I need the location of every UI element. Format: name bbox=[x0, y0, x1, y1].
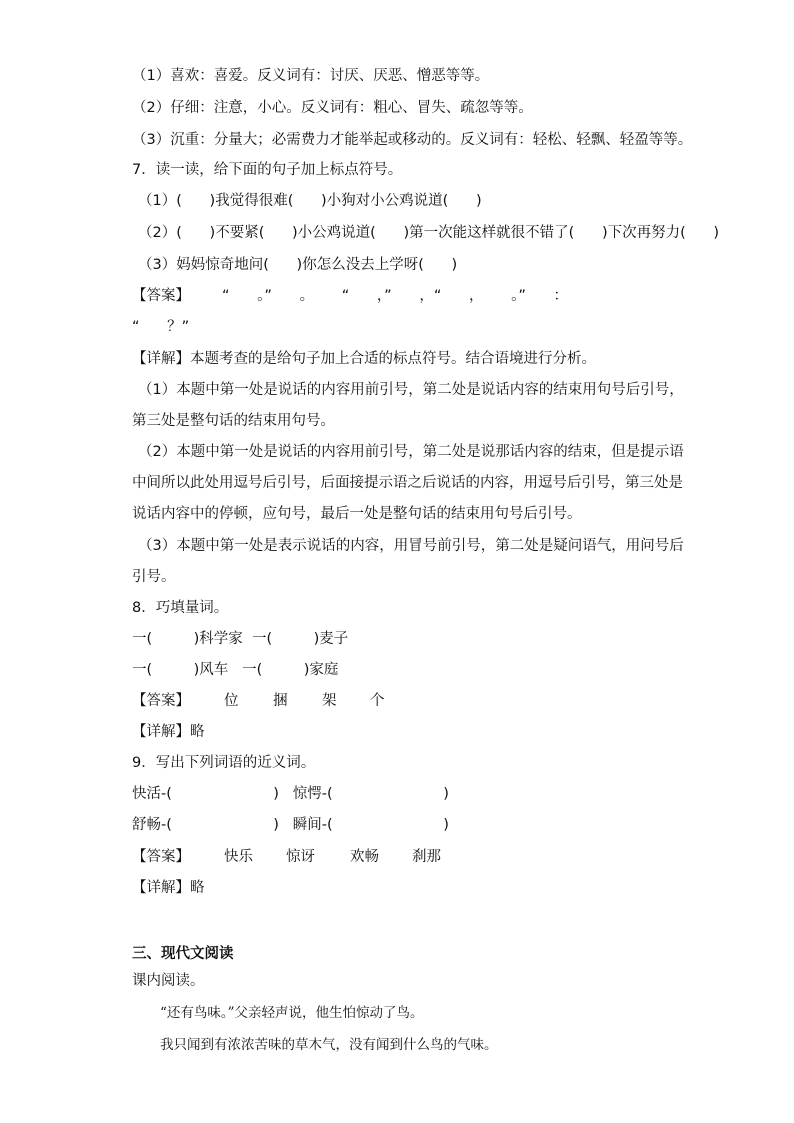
answer-value: 位 bbox=[224, 693, 239, 709]
answer-value: 架 bbox=[322, 693, 337, 709]
answer-marks-continued: “ ？” bbox=[132, 319, 190, 335]
text-line: 课内阅读。 bbox=[132, 973, 205, 989]
answer-marks: “ 。” 。 “ ，” ，“ ， 。” ： bbox=[222, 288, 569, 304]
explanation-line: （2）本题中第一处是说话的内容用前引号，第二处是说那话内容的结束，但是提示语 bbox=[138, 444, 684, 460]
text-line: （1）( )我觉得很难( )小狗对小公鸡说道( ) bbox=[138, 193, 482, 209]
text-line: （3）沉重：分量大；必需费力才能举起或移动的。反义词有：轻松、轻飘、轻盈等等。 bbox=[132, 132, 693, 148]
explanation-line: 中间所以此处用逗号后引号，后面接提示语之后说话的内容，用逗号后引号，第三处是 bbox=[132, 475, 683, 491]
text-line: 舒畅-( ) 瞬间-( ) bbox=[132, 817, 449, 833]
question-8-heading: 8．巧填量词。 bbox=[132, 600, 229, 616]
explanation-line: 【详解】本题考查的是给句子加上合适的标点符号。结合语境进行分析。 bbox=[132, 351, 596, 367]
text-line: （2）仔细：注意，小心。反义词有：粗心、冒失、疏忽等等。 bbox=[132, 100, 533, 116]
explanation-line: 【详解】略 bbox=[132, 880, 205, 896]
explanation-line: 【详解】略 bbox=[132, 724, 205, 740]
text-line: （3）妈妈惊奇地问( )你怎么没去上学呀( ) bbox=[138, 257, 458, 273]
explanation-line: 第三处是整句话的结束用句号。 bbox=[132, 413, 335, 429]
question-9-heading: 9．写出下列词语的近义词。 bbox=[132, 755, 316, 771]
explanation-line: 说话内容中的停顿，应句号，最后一处是整句话的结束用句号后引号。 bbox=[132, 506, 582, 522]
text-line: （1）喜欢：喜爱。反义词有：讨厌、厌恶、憎恶等等。 bbox=[132, 68, 490, 84]
question-7-heading: 7．读一读，给下面的句子加上标点符号。 bbox=[132, 162, 403, 178]
text-line: 快活-( ) 惊愕-( ) bbox=[132, 786, 449, 802]
explanation-line: （3）本题中第一处是表示说话的内容，用冒号前引号，第二处是疑问语气，用问号后 bbox=[138, 538, 684, 554]
section-heading: 三、现代文阅读 bbox=[132, 946, 234, 962]
answer-value: 快乐 bbox=[224, 849, 253, 865]
answer-value: 欢畅 bbox=[350, 849, 379, 865]
answer-label: 【答案】 bbox=[132, 849, 190, 865]
answer-value: 捆 bbox=[273, 693, 288, 709]
answer-label: 【答案】 bbox=[132, 288, 190, 304]
answer-value: 刹那 bbox=[412, 849, 441, 865]
text-line: 一( )风车 一( )家庭 bbox=[132, 662, 339, 678]
answer-value: 个 bbox=[370, 693, 385, 709]
explanation-line: （1）本题中第一处是说话的内容用前引号，第二处是说话内容的结束用句号后引号， bbox=[138, 382, 684, 398]
passage-line: 我只闻到有浓浓苦味的草木气，没有闻到什么鸟的气味。 bbox=[160, 1037, 498, 1053]
passage-line: “还有鸟味。”父亲轻声说，他生怕惊动了鸟。 bbox=[160, 1005, 424, 1021]
explanation-line: 引号。 bbox=[132, 569, 176, 585]
text-line: （2）( )不要紧( )小公鸡说道( )第一次能这样就很不错了( )下次再努力( ) bbox=[138, 225, 720, 241]
answer-label: 【答案】 bbox=[132, 693, 190, 709]
answer-value: 惊讶 bbox=[286, 849, 315, 865]
text-line: 一( )科学家 一( )麦子 bbox=[132, 631, 349, 647]
